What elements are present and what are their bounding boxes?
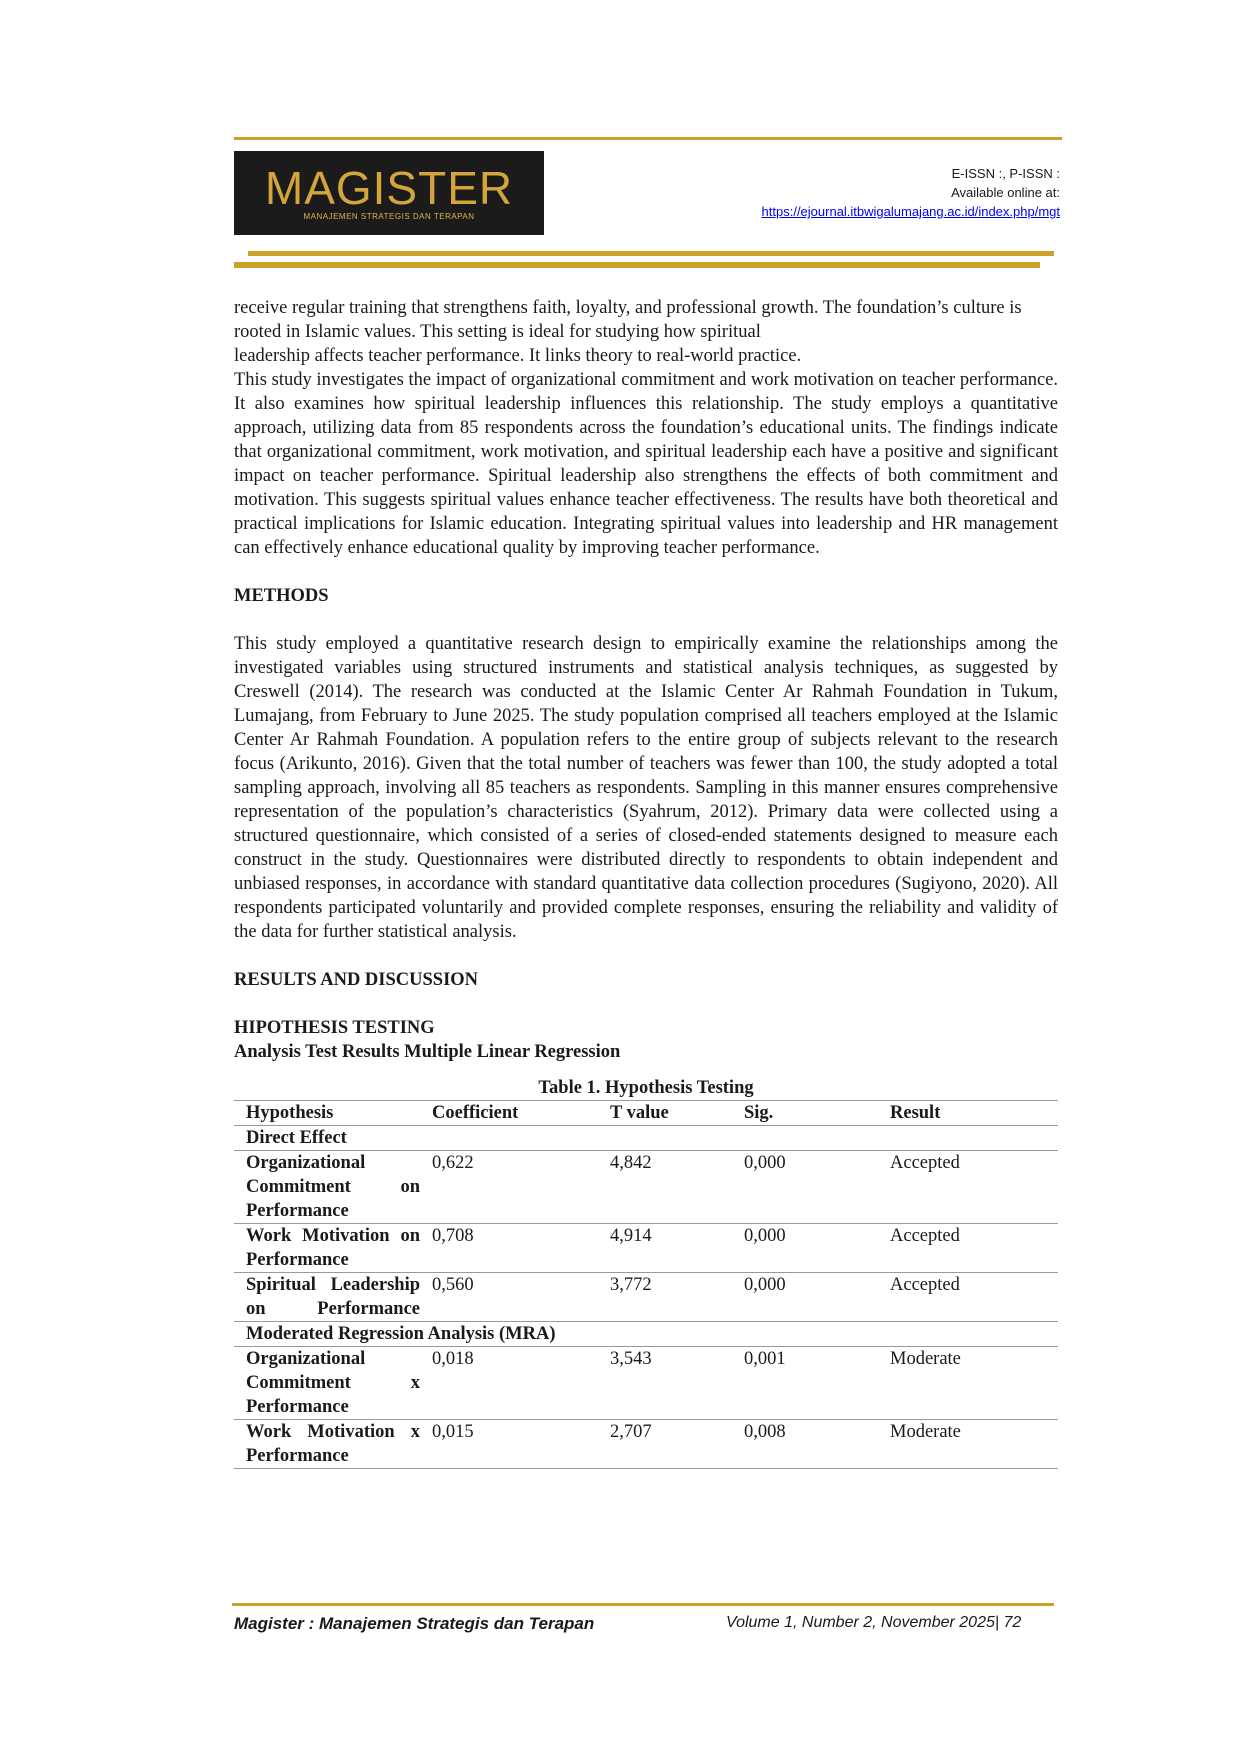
- col-coefficient: Coefficient: [420, 1101, 598, 1126]
- col-tvalue: T value: [598, 1101, 732, 1126]
- cell-tvalue: 3,543: [598, 1347, 732, 1420]
- cell-sig: 0,000: [732, 1224, 878, 1273]
- cell-sig: 0,000: [732, 1273, 878, 1322]
- cell-tvalue: 4,842: [598, 1151, 732, 1224]
- hypothesis-table: [234, 1076, 1058, 1469]
- journal-logo: [234, 151, 544, 235]
- cell-result: Moderate: [878, 1420, 1058, 1469]
- cell-hypothesis: Organizational Commitment on Performance: [234, 1151, 420, 1224]
- col-result: Result: [878, 1101, 1058, 1126]
- table-row: [234, 1224, 1058, 1273]
- section-row: [234, 1322, 1058, 1347]
- analysis-heading: Analysis Test Results Multiple Linear Regression: [234, 1042, 621, 1062]
- cell-result: Moderate: [878, 1347, 1058, 1420]
- journal-url-link[interactable]: https://ejournal.itbwigalumajang.ac.id/index.php/mgt: [761, 204, 1060, 219]
- cell-tvalue: 4,914: [598, 1224, 732, 1273]
- intro-paragraph-1b: leadership affects teacher performance. It links theory to real-world practice.: [234, 346, 802, 366]
- cell-tvalue: 2,707: [598, 1420, 732, 1469]
- section-title: Moderated Regression Analysis (MRA): [234, 1322, 1058, 1347]
- available-online-text: Available online at:: [951, 185, 1060, 200]
- table-row: [234, 1347, 1058, 1420]
- cell-result: Accepted: [878, 1151, 1058, 1224]
- table-row: [234, 1420, 1058, 1469]
- col-sig: Sig.: [732, 1101, 878, 1126]
- methods-heading: METHODS: [234, 586, 329, 606]
- section-row: [234, 1126, 1058, 1151]
- cell-hypothesis: Work Motivation x Performance: [234, 1420, 420, 1469]
- logo-wordmark: MAGISTER: [264, 162, 514, 214]
- logo-subtitle: MANAJEMEN STRATEGIS DAN TERAPAN: [303, 212, 475, 221]
- issn-text: E-ISSN :, P-ISSN :: [951, 166, 1060, 181]
- table-caption: Table 1. Hypothesis Testing: [538, 1078, 754, 1098]
- cell-hypothesis: Organizational Commitment x Performance: [234, 1347, 420, 1420]
- cell-hypothesis: Work Motivation on Performance: [234, 1224, 420, 1273]
- footer-volume-text: Volume 1, Number 2, November 2025: [726, 1614, 995, 1631]
- footer-rule: [232, 1603, 1054, 1606]
- cell-coefficient: 0,560: [420, 1273, 598, 1322]
- cell-tvalue: 3,772: [598, 1273, 732, 1322]
- intro-paragraph-2: This study investigates the impact of organizational commitment and work motivation on teacher performance. It also examines how spiritual leadership influences this relationship. The study employs a quantitative approach, utilizing data from 85 respondents across the foundation’s educational units. The findings indicate that organizational commitment, work motivation, and spiritual leadership each have a positive and significant impact on teacher performance. Spiritual leadership also strengthens the effects of both commitment and motivation. This suggests spiritual values enhance teacher effectiveness. The results have both theoretical and practical implications for Islamic education. Integrating spiritual values into leadership and HR management can effectively enhance educational quality by improving teacher performance.: [234, 370, 1058, 558]
- table-header-row: [234, 1101, 1058, 1126]
- footer-separator: |: [994, 1614, 1000, 1631]
- cell-coefficient: 0,015: [420, 1420, 598, 1469]
- intro-paragraph-1: receive regular training that strengthens faith, loyalty, and professional growth. The foundation’s culture is rooted in Islamic values. This setting is ideal for studying how spiritual: [234, 298, 1022, 342]
- cell-coefficient: 0,018: [420, 1347, 598, 1420]
- section-title: Direct Effect: [234, 1126, 1058, 1151]
- cell-sig: 0,000: [732, 1151, 878, 1224]
- page-content: [234, 296, 1058, 1469]
- header-rule-1: [248, 251, 1054, 256]
- cell-hypothesis: Spiritual Leadership on Performance: [234, 1273, 420, 1322]
- cell-result: Accepted: [878, 1224, 1058, 1273]
- cell-result: Accepted: [878, 1273, 1058, 1322]
- cell-coefficient: 0,708: [420, 1224, 598, 1273]
- cell-sig: 0,001: [732, 1347, 878, 1420]
- results-heading: RESULTS AND DISCUSSION: [234, 970, 479, 990]
- table-row: [234, 1151, 1058, 1224]
- footer-volume: [726, 1614, 1021, 1632]
- footer-journal-title: Magister : Manajemen Strategis dan Terapan: [234, 1614, 595, 1633]
- col-hypothesis: Hypothesis: [234, 1101, 420, 1126]
- issn-block: [762, 164, 1060, 221]
- hypothesis-heading: HIPOTHESIS TESTING: [234, 1018, 435, 1038]
- cell-coefficient: 0,622: [420, 1151, 598, 1224]
- table-row: [234, 1273, 1058, 1322]
- header-top-rule: [234, 137, 1062, 140]
- page-number: 72: [1003, 1614, 1022, 1631]
- header-rule-2: [234, 262, 1040, 268]
- cell-sig: 0,008: [732, 1420, 878, 1469]
- methods-paragraph: This study employed a quantitative research design to empirically examine the relationships among the investigated variables using structured instruments and statistical analysis techniques, as suggested by Creswell (2014). The research was conducted at the Islamic Center Ar Rahmah Foundation in Tukum, Lumajang, from February to June 2025. The study population comprised all teachers employed at the Islamic Center Ar Rahmah Foundation. A population refers to the entire group of subjects relevant to the research focus (Arikunto, 2016). Given that the total number of teachers was fewer than 100, the study adopted a total sampling approach, involving all 85 teachers as respondents. Sampling in this manner ensures comprehensive representation of the population’s characteristics (Syahrum, 2012). Primary data were collected using a structured questionnaire, which consisted of a series of closed-ended statements designed to measure each construct in the study. Questionnaires were distributed directly to respondents to obtain independent and unbiased responses, in accordance with standard quantitative data collection procedures (Sugiyono, 2020). All respondents participated voluntarily and provided complete responses, ensuring the reliability and validity of the data for further statistical analysis.: [234, 634, 1058, 942]
